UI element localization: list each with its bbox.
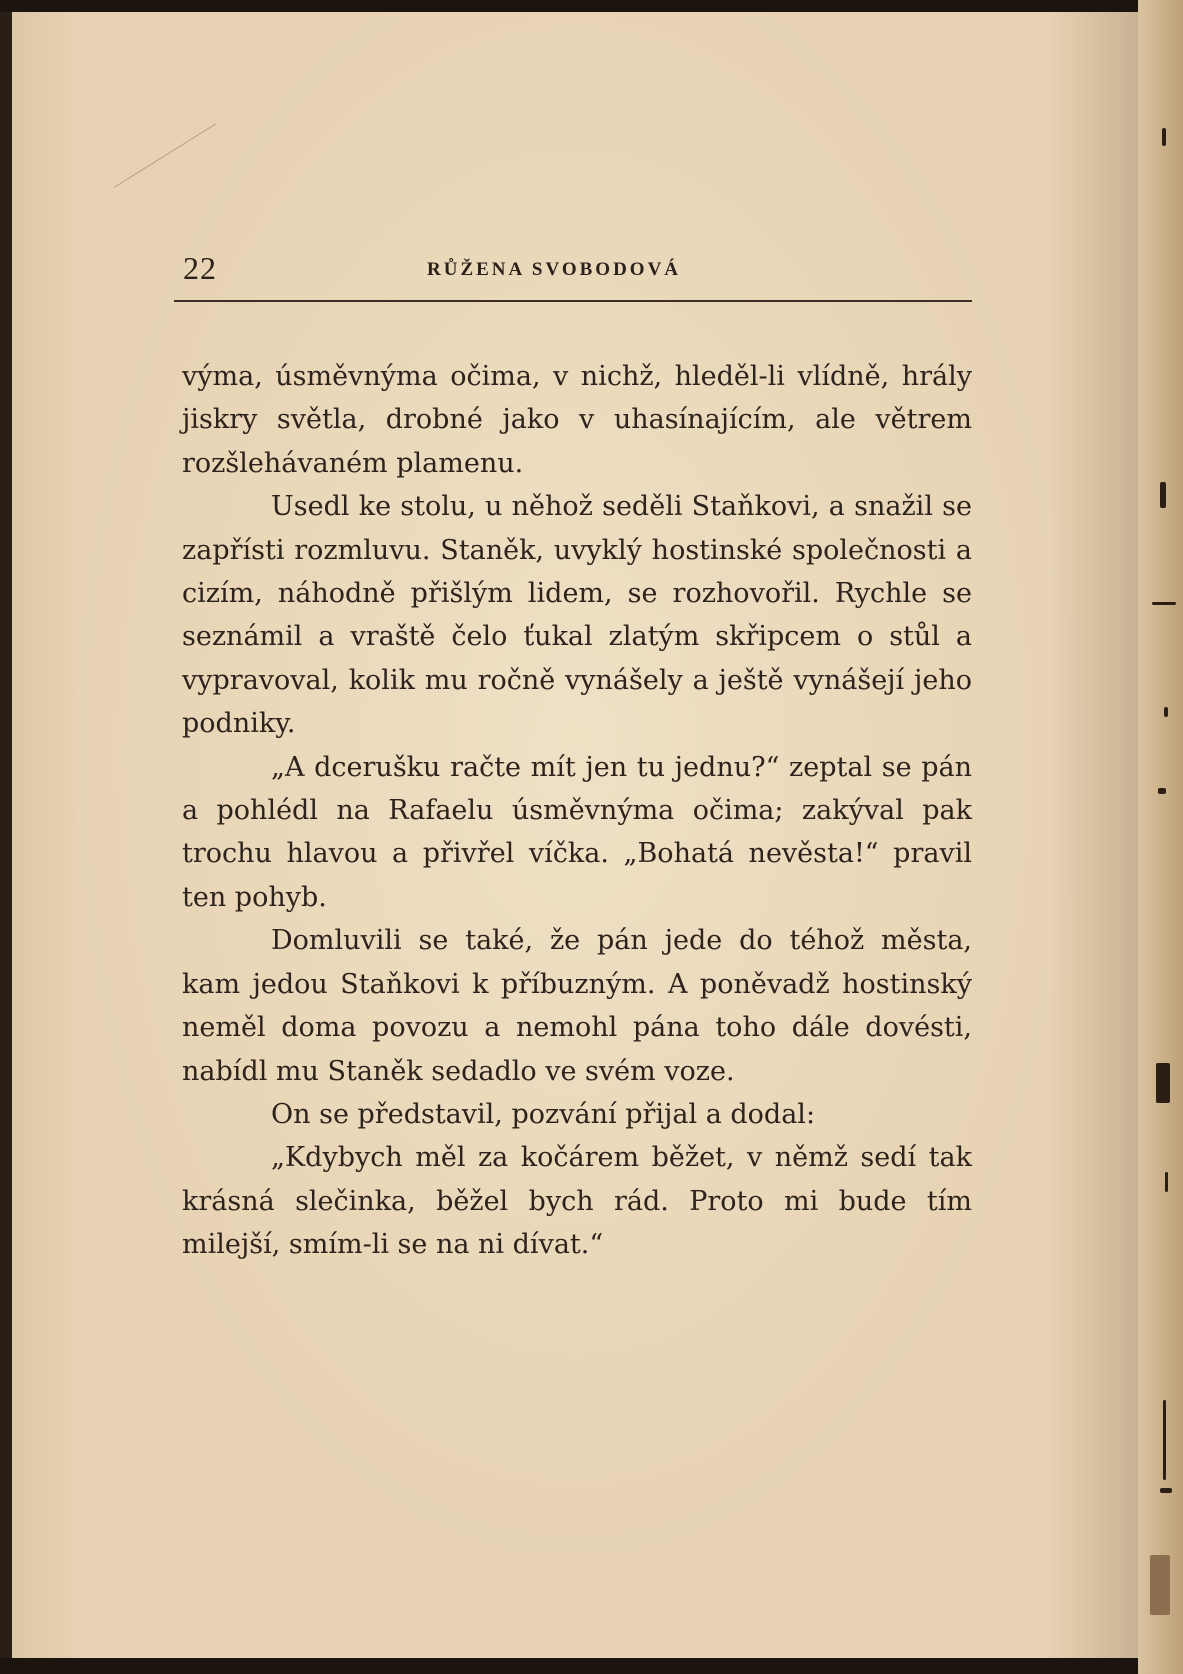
edge-speck xyxy=(1162,128,1166,146)
paragraph: „A dcerušku račte mít jen tu jednu?“ zeptal se pán a pohlédl na Rafaelu úsměvnýma očima; zakýval pak trochu hlavou a přivřel víčka. „Bohatá nevěsta!“ pravil ten pohyb. xyxy=(182,751,972,913)
page-fore-edge xyxy=(1138,0,1183,1674)
edge-speck xyxy=(1163,1400,1166,1480)
paragraph: „Kdybych měl za kočárem běžet, v němž sedí tak krásná slečinka, běžel bych rád. Proto mi bude tím milejší, smím-li se na ni dívat.“ xyxy=(182,1142,972,1261)
edge-speck xyxy=(1160,482,1166,508)
paragraph: On se představil, pozvání přijal a dodal: xyxy=(271,1098,816,1130)
edge-speck xyxy=(1164,707,1168,717)
page-header xyxy=(177,250,967,290)
body-text xyxy=(182,355,972,1267)
paragraph: výma, úsměvnýma očima, v nichž, hleděl-li vlídně, hrály jiskry světla, drobné jako v uhasínajícím, ale větrem rozšlehávaném plamenu. xyxy=(182,361,972,479)
edge-speck xyxy=(1156,1063,1170,1103)
paragraph: Domluvili se také, že pán jede do téhož města, kam jedou Staňkovi k příbuzným. A poněvadž hostinský neměl doma povozu a nemohl pána toho dále dovésti, nabídl mu Staněk sedadlo ve svém voze. xyxy=(182,925,972,1087)
page-number: 22 xyxy=(183,250,217,286)
paper-crease xyxy=(114,123,216,187)
edge-speck xyxy=(1152,602,1176,605)
edge-speck xyxy=(1165,1172,1168,1192)
edge-speck xyxy=(1158,788,1166,794)
book-page xyxy=(0,12,1138,1658)
edge-speck xyxy=(1150,1555,1170,1615)
header-rule xyxy=(174,300,972,302)
edge-speck xyxy=(1160,1488,1172,1493)
paragraph: Usedl ke stolu, u něhož seděli Staňkovi, a snažil se zapřísti rozmluvu. Staněk, uvyklý hostinské společnosti a cizím, náhodně přišlým lidem, se rozhovořil. Rychle se seznámil a vraště čelo ťukal zlatým skřipcem o stůl a vypravoval, kolik mu ročně vynášely a ještě vynášejí jeho podniky. xyxy=(182,491,972,740)
running-head: RŮŽENA SVOBODOVÁ xyxy=(427,259,682,280)
